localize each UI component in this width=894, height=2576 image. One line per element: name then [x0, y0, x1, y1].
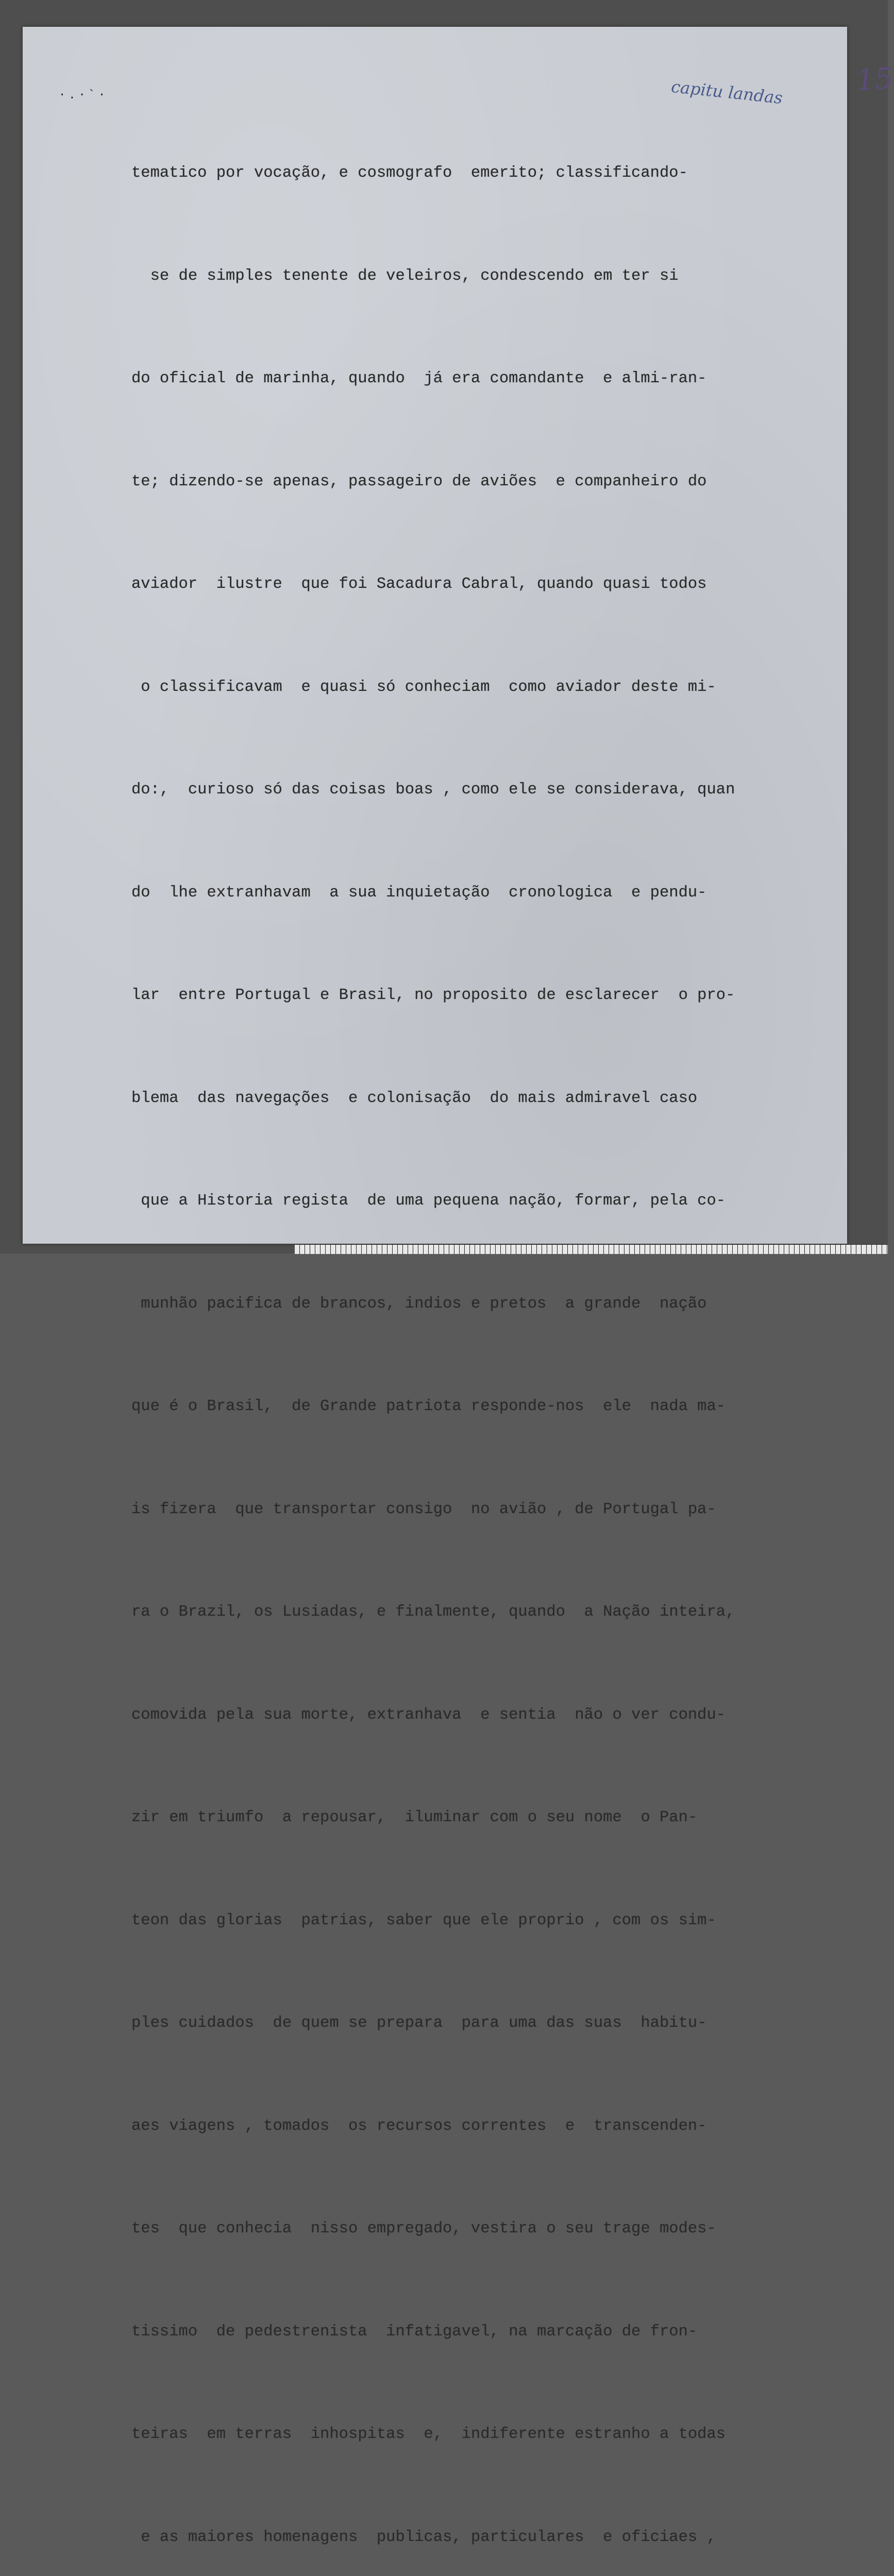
text-line: se de simples tenente de veleiros, condescendo em ter si: [131, 267, 679, 285]
text-line: tes que conhecia nisso empregado, vestira o seu trage modes-: [131, 2220, 716, 2238]
text-line: is fizera que transportar consigo no avião , de Portugal pa-: [131, 1500, 716, 1518]
text-line: e as maiores homenagens publicas, particulares e oficiaes ,: [131, 2528, 716, 2546]
text-line: do:, curioso só das coisas boas , como ele se considerava, quan: [131, 781, 735, 799]
text-line: lar entre Portugal e Brasil, no proposito de esclarecer o pro-: [131, 987, 735, 1004]
text-line: que a Historia regista de uma pequena nação, formar, pela co-: [131, 1192, 726, 1210]
text-line: que é o Brasil, de Grande patriota responde-nos ele nada ma-: [131, 1398, 726, 1415]
text-line: o classificavam e quasi só conheciam como aviador deste mi-: [131, 678, 716, 696]
text-line: blema das navegações e colonisação do mais admiravel caso: [131, 1089, 698, 1107]
text-line: teon das glorias patrias, saber que ele proprio , com os sim-: [131, 1911, 716, 1929]
text-line: tissimo de pedestrenista infatigavel, na marcação de fron-: [131, 2323, 698, 2341]
text-line: ples cuidados de quem se prepara para uma das suas habitu-: [131, 2014, 707, 2032]
text-line: te; dizendo-se apenas, passageiro de aviões e companheiro do: [131, 472, 707, 490]
scan-ruler: [295, 1244, 888, 1254]
text-line: teiras em terras inhospitas e, indiferente estranho a todas: [131, 2426, 726, 2443]
page-number: 15: [855, 61, 894, 98]
text-line: aes viagens , tomados os recursos correntes e transcenden-: [131, 2117, 707, 2135]
typescript-body: [131, 88, 775, 2576]
ink-specks: ·.·`·: [59, 89, 109, 101]
text-line: comovida pela sua morte, extranhava e sentia não o ver condu-: [131, 1706, 726, 1724]
text-line: ra o Brazil, os Lusiadas, e finalmente, quando a Nação inteira,: [131, 1603, 735, 1621]
text-line: aviador ilustre que foi Sacadura Cabral, quando quasi todos: [131, 575, 707, 593]
text-line: tematico por vocação, e cosmografo emerito; classificando-: [131, 164, 688, 182]
text-line: munhão pacifica de brancos, indios e pretos a grande nação: [131, 1295, 707, 1313]
handwritten-margin-note: capitu landas: [670, 76, 784, 108]
text-line: do lhe extranhavam a sua inquietação cronologica e pendu-: [131, 884, 707, 902]
text-line: do oficial de marinha, quando já era comandante e almi-ran-: [131, 370, 707, 387]
text-line: zir em triumfo a repousar, iluminar com o seu nome o Pan-: [131, 1809, 698, 1826]
